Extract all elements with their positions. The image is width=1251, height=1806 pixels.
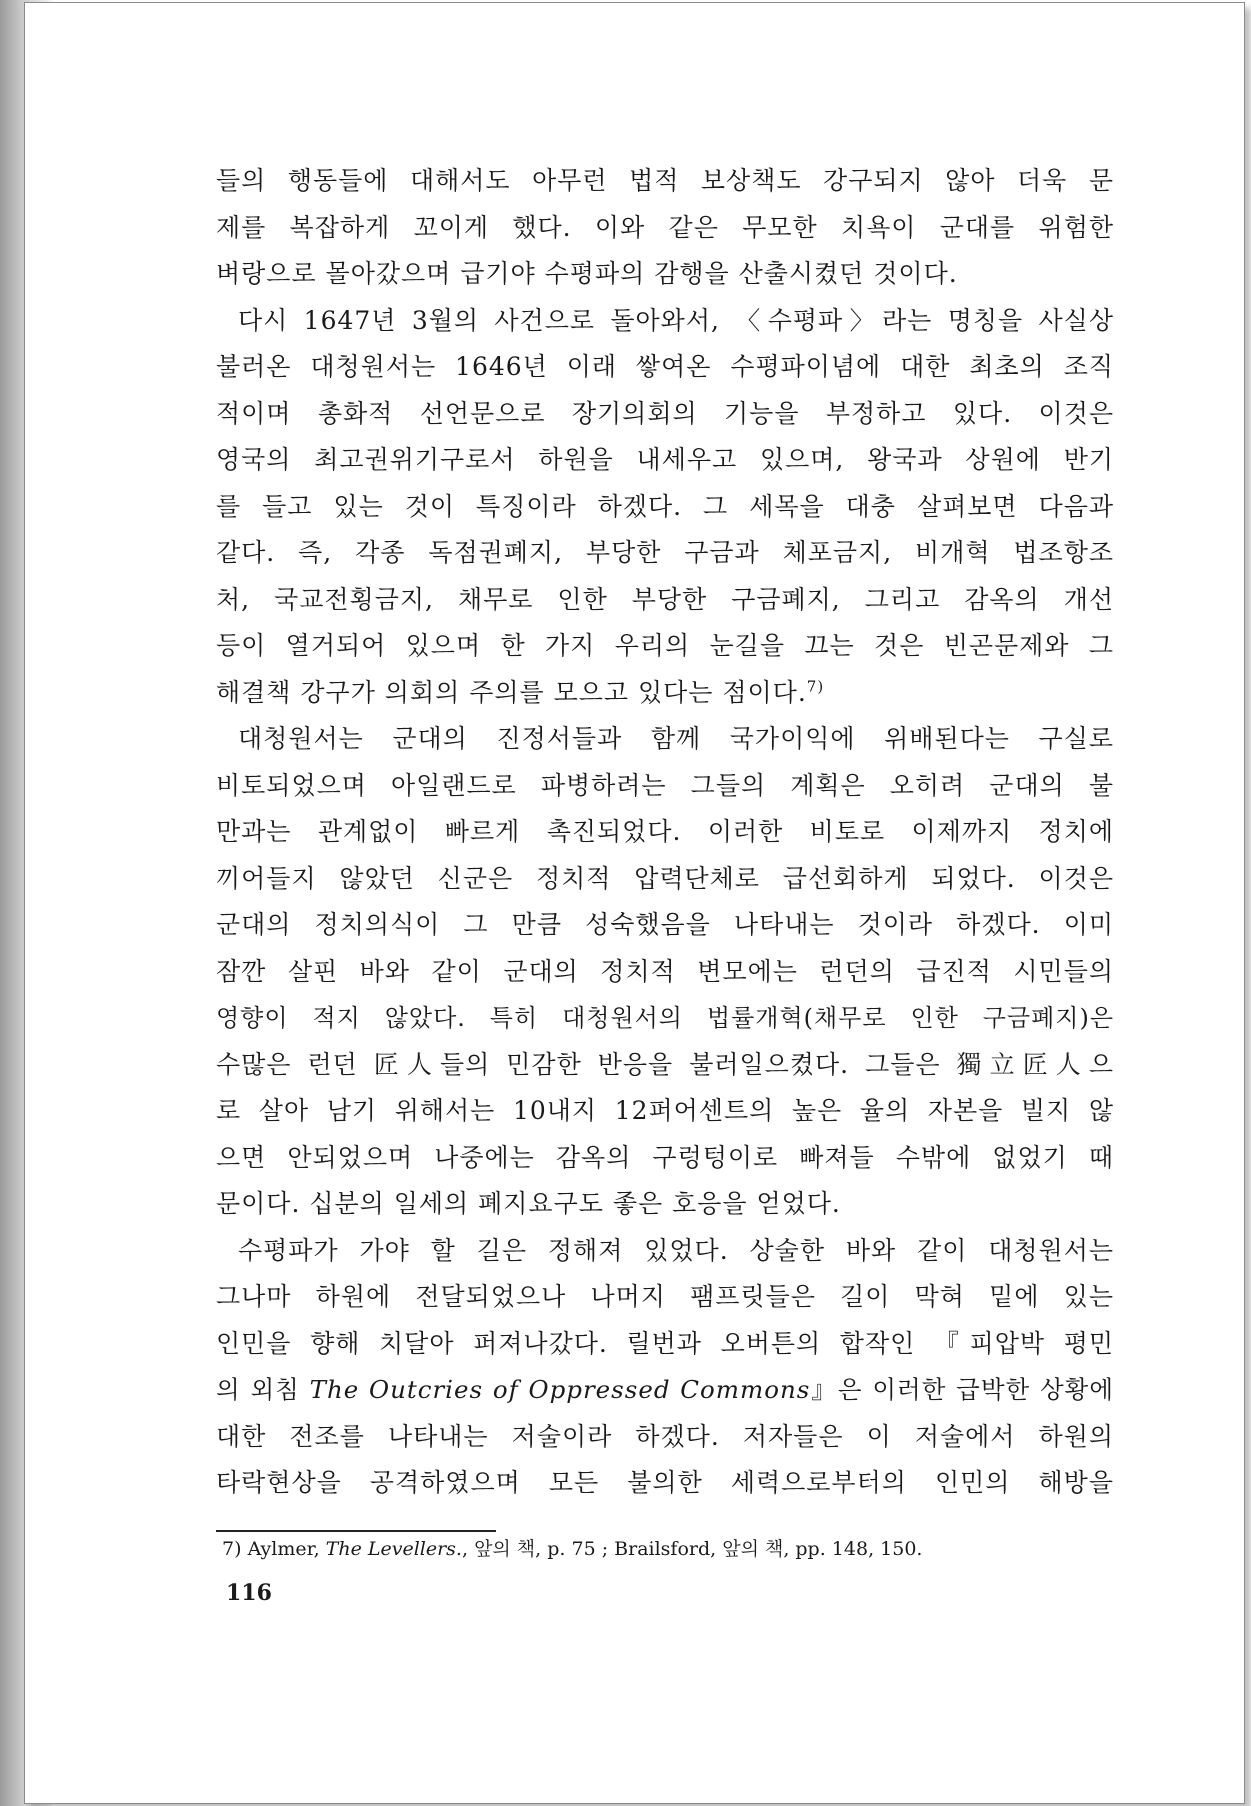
text-line: 대한 전조를 나타내는 저술이라 하겠다. 저자들은 이 저술에서 하원의 bbox=[216, 1421, 1114, 1451]
footnote-divider bbox=[216, 1530, 496, 1532]
text-line: 비토되었으며 아일랜드로 파병하려는 그들의 계획은 오히려 군대의 불 bbox=[216, 770, 1114, 800]
footnote-label: 7) bbox=[222, 1538, 242, 1560]
text-line: 같다. 즉, 각종 독점권폐지, 부당한 구금과 체포금지, 비개혁 법조항조 bbox=[216, 538, 1114, 567]
text-line: 제를 복잡하게 꼬이게 했다. 이와 같은 무모한 치욕이 군대를 위험한 bbox=[216, 212, 1114, 242]
text-line: 의 외침 The Outcries of Oppressed Commons』은 이러한 급박한 상황에 bbox=[216, 1375, 1114, 1404]
text-line: 잠깐 살핀 바와 같이 군대의 정치적 변모에는 런던의 급진적 시민들의 bbox=[216, 956, 1114, 986]
text-line-with-footnote bbox=[216, 670, 1114, 717]
footnote-text: , 앞의 책, p. 75 ; Brailsford, 앞의 책, pp. 148, 150. bbox=[461, 1538, 923, 1560]
text-line: 등이 열거되어 있으며 한 가지 우리의 눈길을 끄는 것은 빈곤문제와 그 bbox=[216, 631, 1114, 660]
text-line: 으면 안되었으며 나중에는 감옥의 구렁텅이로 빠져들 수밖에 없었기 때 bbox=[216, 1142, 1114, 1172]
text-line: 처, 국교전횡금지, 채무로 인한 부당한 구금폐지, 그리고 감옥의 개선 bbox=[216, 584, 1114, 614]
footnote-reference: 7) bbox=[806, 677, 825, 696]
text-line: 영국의 최고권위기구로서 하원을 내세우고 있으며, 왕국과 상원에 반기 bbox=[216, 445, 1114, 474]
text-line: 적이며 총화적 선언문으로 장기의회의 기능을 부정하고 있다. 이것은 bbox=[216, 398, 1114, 428]
text-line: 수많은 런던 匠人들의 민감한 반응을 불러일으켰다. 그들은 獨立匠人으 bbox=[216, 1049, 1114, 1079]
text-line: 그나마 하원에 전달되었으나 나머지 팸프릿들은 길이 막혀 밑에 있는 bbox=[216, 1282, 1114, 1311]
footnote-book-title: The Levellers. bbox=[325, 1538, 462, 1560]
text-line: 불러온 대청원서는 1646년 이래 쌓여온 수평파이념에 대한 최초의 조직 bbox=[216, 352, 1114, 381]
text-line: 들의 행동들에 대해서도 아무런 법적 보상책도 강구되지 않아 더욱 문 bbox=[216, 166, 1114, 195]
text-line: 인민을 향해 치달아 퍼져나갔다. 릴번과 오버튼의 합작인 『피압박 평민 bbox=[216, 1328, 1114, 1358]
text-line: 만과는 관계없이 빠르게 촉진되었다. 이러한 비토로 이제까지 정치에 bbox=[216, 817, 1114, 846]
text-line: 문이다. 십분의 일세의 폐지요구도 좋은 호응을 얻었다. bbox=[216, 1189, 841, 1218]
text-line: 타락현상을 공격하였으며 모든 불의한 세력으로부터의 인민의 해방을 bbox=[216, 1468, 1114, 1497]
body-text bbox=[216, 158, 1114, 1507]
book-title-italic: The Outcries of Oppressed Commons bbox=[309, 1375, 811, 1404]
text-line: 다시 1647년 3월의 사건으로 돌아와서, 〈수평파〉라는 명칭을 사실상 bbox=[238, 305, 1114, 335]
text-line: 벼랑으로 몰아갔으며 급기야 수평파의 감행을 산출시켰던 것이다. bbox=[216, 259, 958, 288]
footnote-text: Aylmer, bbox=[247, 1538, 320, 1560]
footnote bbox=[222, 1533, 1102, 1565]
text-line: 해결책 강구가 의회의 주의를 모으고 있다는 점이다. bbox=[216, 677, 807, 707]
text-line: 끼어들지 않았던 신군은 정치적 압력단체로 급선회하게 되었다. 이것은 bbox=[216, 863, 1114, 893]
text-line: 대청원서는 군대의 진정서들과 함께 국가이익에 위배된다는 구실로 bbox=[238, 724, 1114, 753]
text-line: 수평파가 가야 할 길은 정해져 있었다. 상술한 바와 같이 대청원서는 bbox=[238, 1235, 1114, 1265]
text-line: 를 들고 있는 것이 특징이라 하겠다. 그 세목을 대충 살펴보면 다음과 bbox=[216, 491, 1114, 521]
text-line: 영향이 적지 않았다. 특히 대청원서의 법률개혁(채무로 인한 구금폐지)은 bbox=[216, 1004, 1114, 1032]
text-line: 군대의 정치의식이 그 만큼 성숙했음을 나타내는 것이라 하겠다. 이미 bbox=[216, 910, 1114, 939]
page-number: 116 bbox=[226, 1580, 272, 1606]
text-line: 로 살아 남기 위해서는 10내지 12퍼어센트의 높은 율의 자본을 빌지 않 bbox=[216, 1096, 1114, 1125]
